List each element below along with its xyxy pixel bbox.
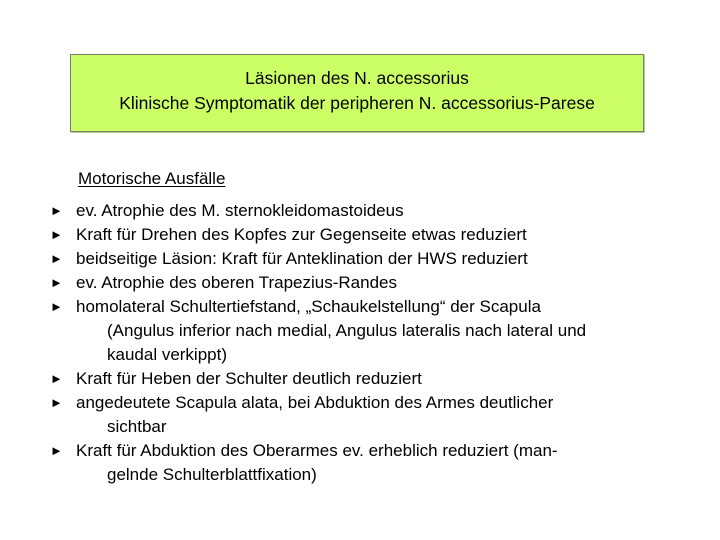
triangle-bullet-icon: ► [50,371,63,386]
slide-subtitle: Klinische Symptomatik der peripheren N. accessorius-Parese [119,93,595,113]
triangle-bullet-icon: ► [50,395,63,410]
bullet-text: Kraft für Abduktion des Oberarmes ev. erheblich reduziert (man- [76,441,558,460]
bullet-item [48,223,688,247]
bullet-text: Kraft für Drehen des Kopfes zur Gegenseite etwas reduziert [76,225,527,244]
bullet-text: homolateral Schultertiefstand, „Schaukelstellung“ der Scapula [76,297,541,316]
bullet-item [48,295,688,367]
slide-title: Läsionen des N. accessorius [245,68,469,88]
bullet-item [48,199,688,223]
bullet-continuation: gelnde Schulterblattfixation) [107,465,317,484]
bullet-item [48,391,688,439]
triangle-bullet-icon: ► [50,275,63,290]
triangle-bullet-icon: ► [50,227,63,242]
triangle-bullet-icon: ► [50,443,63,458]
triangle-bullet-icon: ► [50,299,63,314]
bullet-text: beidseitige Läsion: Kraft für Anteklination der HWS reduziert [76,249,528,268]
title-box [70,54,644,132]
bullet-text: ev. Atrophie des M. sternokleidomastoideus [76,201,404,220]
section-heading: Motorische Ausfälle [78,169,226,188]
bullet-continuation: sichtbar [107,417,167,436]
bullet-item [48,367,688,391]
bullet-continuation: (Angulus inferior nach medial, Angulus lateralis nach lateral und [107,321,587,340]
bullet-text: Kraft für Heben der Schulter deutlich reduziert [76,369,422,388]
bullet-text: ev. Atrophie des oberen Trapezius-Randes [76,273,397,292]
triangle-bullet-icon: ► [50,251,63,266]
triangle-bullet-icon: ► [50,203,63,218]
bullet-text: angedeutete Scapula alata, bei Abduktion des Armes deutlicher [76,393,554,412]
bullet-continuation: kaudal verkippt) [107,345,228,364]
bullet-item [48,439,688,487]
bullet-list [48,199,688,487]
bullet-item [48,271,688,295]
bullet-item [48,247,688,271]
